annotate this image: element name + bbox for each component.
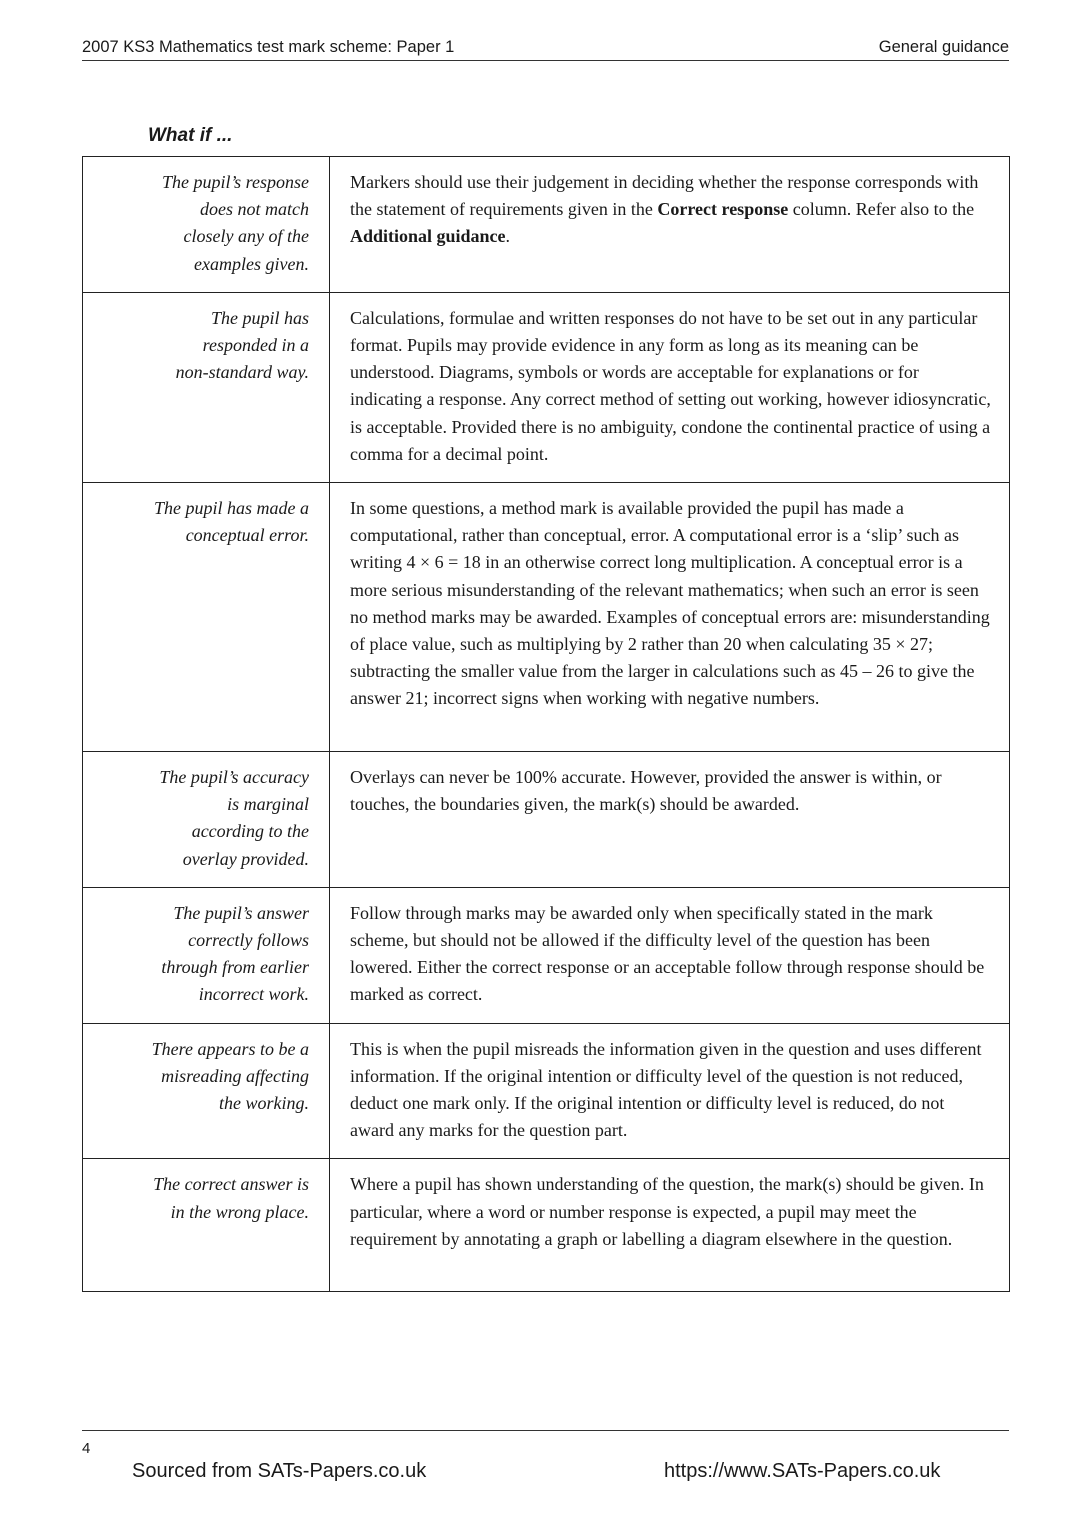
condition-line: the working. [219,1093,309,1114]
condition-line: The correct answer is [153,1174,309,1195]
table-row [83,483,1010,752]
table-row [83,1023,1010,1159]
document-title: 2007 KS3 Mathematics test mark scheme: Paper 1 [82,38,455,56]
condition-line: examples given. [194,253,309,274]
condition-line: is marginal [227,794,309,815]
condition-cell [83,1023,330,1159]
condition-line: There appears to be a [151,1038,309,1059]
section-title: What if ... [148,125,233,146]
guidance-text: Markers should use their judgement in deciding whether the response corresponds with the statement of requirements given in the [350,172,979,220]
guidance-text: . [505,226,511,247]
guidance-cell: Follow through marks may be awarded only when specifically stated in the mark scheme, but should not be allowed if the difficulty level of the question has been lowered. Either the correct response or an acceptable follow through response should be marked as correct. [330,887,1010,1023]
condition-line: in the wrong place. [170,1201,309,1222]
condition-cell [83,887,330,1023]
table-row [83,887,1010,1023]
condition-line: The pupil has made a [154,498,309,519]
condition-line: closely any of the [183,226,309,247]
guidance-bold: Additional guidance [350,226,506,247]
guidance-bold: Correct response [657,199,789,220]
guidance-text: column. Refer also to the [788,199,975,220]
guidance-cell: In some questions, a method mark is available provided the pupil has made a computational, rather than conceptual, error. A computational error is a ‘slip’ such as writing 4 × 6 = 18 in an otherwise correct long multiplication. A conceptual error is a more serious misunderstanding of the relevant mathematics; when such an error is seen no method marks may be awarded. Examples of conceptual errors are: misunderstanding of place value, such as multiplying by 2 rather than 20 when calculating 35 × 27; subtracting the smaller value from the larger in calculations such as 45 – 26 to give the answer 21; incorrect signs when working with negative numbers. [330,483,1010,752]
condition-line: does not match [200,199,309,220]
footer-divider [82,1430,1009,1431]
condition-cell [83,752,330,888]
guidance-cell: Overlays can never be 100% accurate. However, provided the answer is within, or touches, the boundaries given, the mark(s) should be awarded. [330,752,1010,888]
page-header [82,36,1009,61]
table-row [83,1159,1010,1292]
table-row [83,752,1010,888]
condition-cell [83,157,330,293]
guidance-table [82,156,1010,1292]
table-row [83,157,1010,293]
section-name: General guidance [878,38,1009,56]
condition-line: The pupil has [210,307,309,328]
condition-line: through from earlier [161,957,309,978]
condition-line: correctly follows [188,930,309,951]
page-number: 4 [82,1440,91,1457]
condition-line: non-standard way. [175,362,309,383]
condition-line: conceptual error. [185,525,309,546]
condition-cell [83,483,330,752]
condition-line: overlay provided. [182,848,309,869]
guidance-cell: Where a pupil has shown understanding of the question, the mark(s) should be given. In particular, where a word or number response is expected, a pupil may meet the requirement by annotating a graph or labelling a diagram elsewhere in the question. [330,1159,1010,1292]
guidance-cell: Calculations, formulae and written responses do not have to be set out in any particular format. Pupils may provide evidence in any form as long as its meaning can be understood. Diagrams, symbols or words are acceptable for explanations or for indicating a response. Any correct method of setting out working, however idiosyncratic, is acceptable. Provided there is no ambiguity, condone the continental practice of using a comma for a decimal point. [330,292,1010,482]
source-url[interactable]: https://www.SATs-Papers.co.uk [664,1460,941,1482]
condition-line: The pupil’s accuracy [159,767,309,788]
guidance-cell: This is when the pupil misreads the information given in the question and uses different information. If the original intention or difficulty level of the question is not reduced, deduct one mark only. If the original intention or difficulty level is reduced, do not award any marks for the question part. [330,1023,1010,1159]
guidance-cell [330,157,1010,293]
condition-line: responded in a [202,335,309,356]
source-credit: Sourced from SATs-Papers.co.uk [132,1460,427,1482]
condition-cell [83,1159,330,1292]
table-row [83,292,1010,482]
condition-line: according to the [191,821,309,842]
condition-line: incorrect work. [198,984,309,1005]
condition-line: The pupil’s response [161,172,309,192]
condition-cell [83,292,330,482]
condition-line: misreading affecting [161,1065,309,1086]
condition-line: The pupil’s answer [173,902,309,923]
